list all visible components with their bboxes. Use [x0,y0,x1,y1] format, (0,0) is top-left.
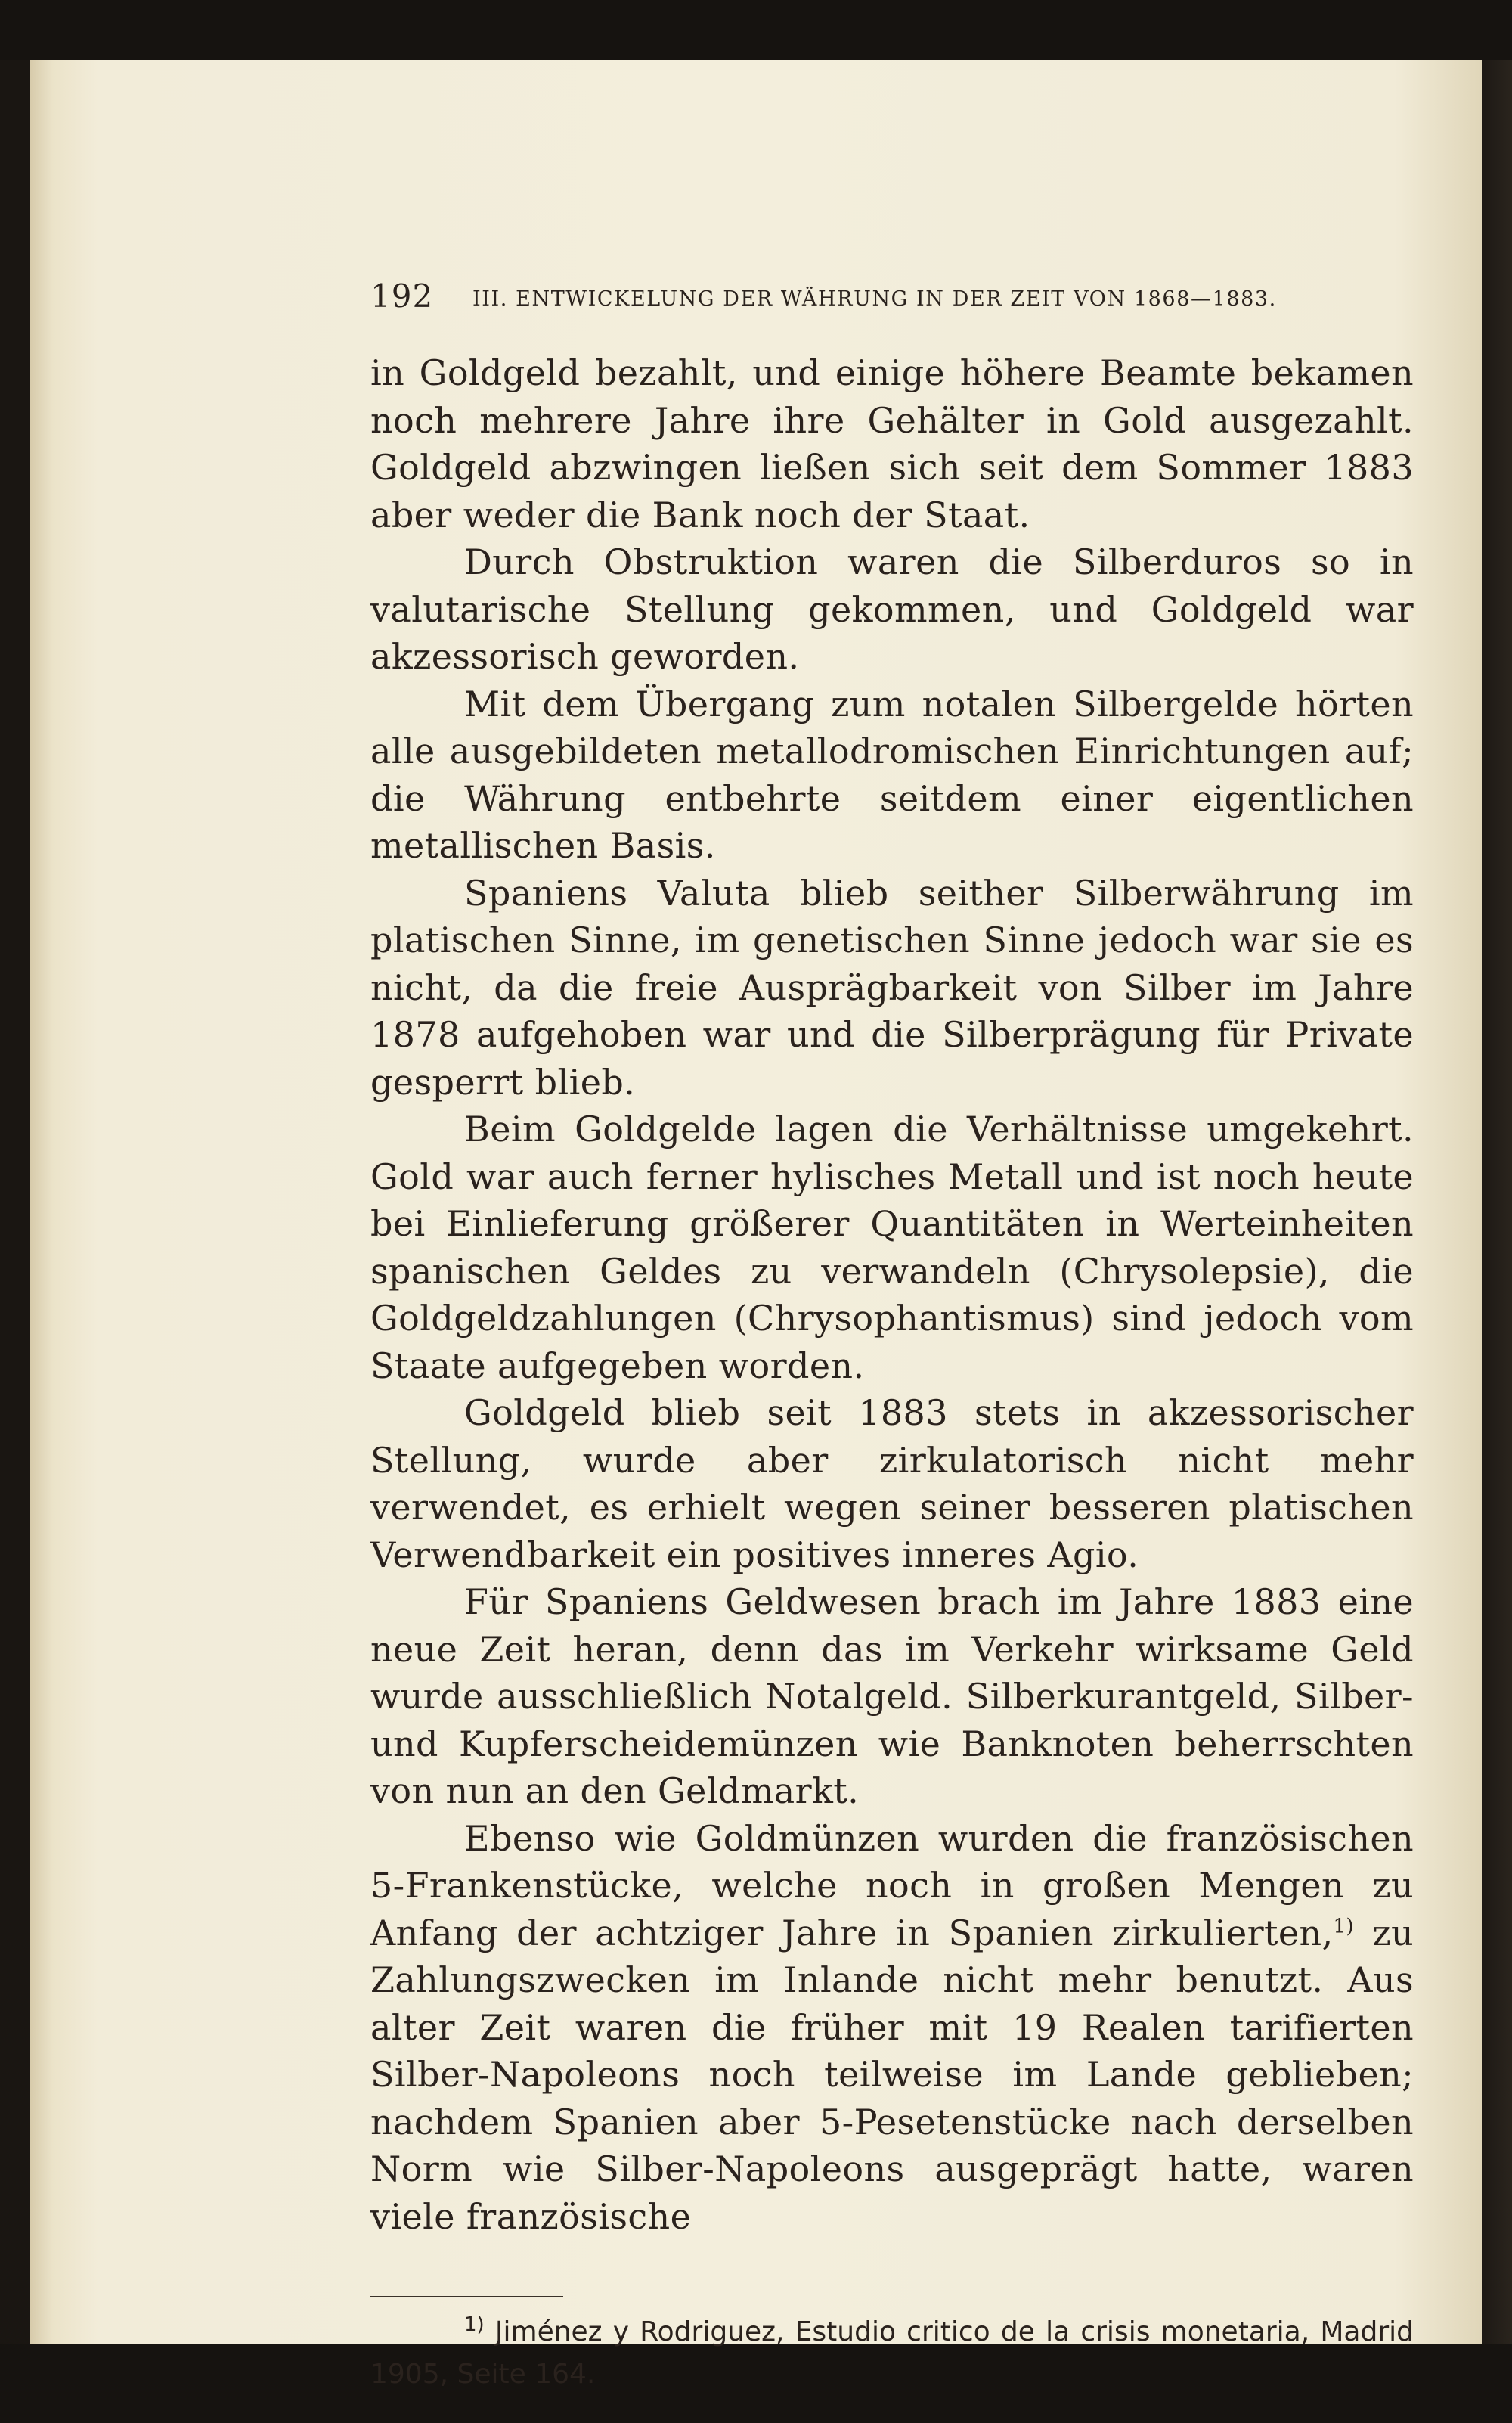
book-binding-edge [0,60,30,2344]
footnote [370,2311,1414,2396]
footnote-text: Jiménez y Rodriguez, Estudio critico de la crisis monetaria, Madrid 1905, Seite 164. [370,2316,1414,2390]
running-head: III. ENTWICKELUNG DER WÄHRUNG IN DER ZEIT VON 1868—1883. [472,287,1277,311]
paragraph-text: Ebenso wie Goldmünzen wurden die französischen 5-Frankenstücke, welche noch in großen Mengen zu Anfang der achtziger Jahre in Spanien zirkulierten, [370,1817,1414,1953]
footnote-marker: 1) [464,2313,485,2336]
page-stack-edge [1482,60,1512,2344]
paragraph: Beim Goldgelde lagen die Verhältnisse umgekehrt. Gold war auch ferner hylisches Metall und ist noch heute bei Einlieferung größerer Quantitäten in Werteinheiten spanischen Geldes zu verwandeln (Chrysolepsie), die Goldgeldzahlungen (Chrysophantismus) sind jedoch vom Staate aufgegeben worden. [370,1109,1414,1386]
page-header [370,272,1414,321]
footnote-divider [370,2296,563,2297]
paragraph: Für Spaniens Geldwesen brach im Jahre 1883 eine neue Zeit heran, denn das im Verkehr wirksame Geld wurde ausschließlich Notalgeld. Silberkurantgeld, Silber- und Kupferscheidemünzen wie Banknoten beherrschten von nun an den Geldmarkt. [370,1581,1414,1811]
paragraph: Goldgeld blieb seit 1883 stets in akzessorischer Stellung, wurde aber zirkulatorisch nicht mehr verwendet, es erhielt wegen seiner besseren platischen Verwendbarkeit ein positives inneres Agio. [370,1392,1414,1575]
paragraph: Durch Obstruktion waren die Silberduros so in valutarische Stellung gekommen, und Goldgeld war akzessorisch geworden. [370,541,1414,677]
paragraph-text: zu Zahlungszwecken im Inlande nicht mehr benutzt. Aus alter Zeit waren die früher mit 19 Realen tarifierten Silber-Napoleons noch teilweise im Lande geblieben; nachdem Spanien aber 5-Pesetenstücke nach derselben Norm wie Silber-Napoleons ausgeprägt hatte, waren viele französische [370,1912,1414,2237]
paragraph-continued: in Goldgeld bezahlt, und einige höhere Beamte bekamen noch mehrere Jahre ihre Gehälter in Gold ausgezahlt. Goldgeld abzwingen ließen sich seit dem Sommer 1883 aber weder die Bank noch der Staat. [370,352,1414,535]
footnote-reference: 1) [1333,1915,1355,1938]
body-text [370,349,1414,2240]
page-number: 192 [370,278,434,315]
text-block [370,272,1414,2423]
paragraph: Mit dem Übergang zum notalen Silbergelde hörten alle ausgebildeten metallodromischen Einrichtungen auf; die Währung entbehrte seitdem einer eigentlichen metallischen Basis. [370,683,1414,866]
paragraph: Spaniens Valuta blieb seither Silberwährung im platischen Sinne, im genetischen Sinne jedoch war sie es nicht, da die freie Ausprägbarkeit von Silber im Jahre 1878 aufgehoben war und die Silberprägung für Private gesperrt blieb. [370,872,1414,1103]
paragraph-with-footnote-ref [370,1815,1414,2241]
